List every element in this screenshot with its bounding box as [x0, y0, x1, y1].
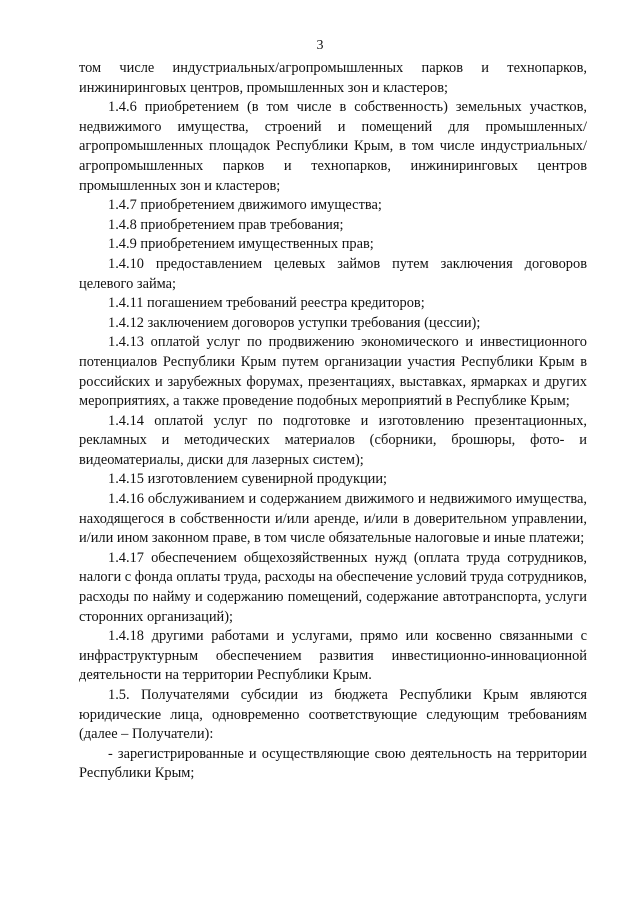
paragraph: 1.5. Получателями субсидии из бюджета Республики Крым являются юридические лица, одновременно соответствующие следующим требованиям (далее – Получатели): — [79, 687, 587, 743]
paragraph: 1.4.12 заключением договоров уступки требования (цессии); — [108, 314, 481, 331]
paragraph: - зарегистрированные и осуществляющие свою деятельность на территории Республики Крым; — [79, 745, 587, 782]
page-number: 3 — [316, 38, 324, 53]
paragraph: 1.4.16 обслуживанием и содержанием движимого и недвижимого имущества, находящегося в собственности и/или аренде, и/или в доверительном управлении, и/или ином законном праве, в том числе обязательные налоговые и иные платежи; — [79, 491, 587, 547]
paragraph: 1.4.17 обеспечением общехозяйственных нужд (оплата труда сотрудников, налоги с фонда оплаты труда, расходы на обеспечение условий труда сотрудников, расходы по найму и содержанию помещений, содержание автотранспорта, услуги сторонних организаций); — [79, 549, 587, 625]
paragraph: 1.4.11 погашением требований реестра кредиторов; — [108, 295, 425, 312]
paragraph: том числе индустриальных/агропромышленных парков и технопарков, инжиниринговых центров, промышленных зон и кластеров; — [79, 60, 587, 96]
paragraph: 1.4.7 приобретением движимого имущества; — [108, 197, 382, 214]
paragraph: 1.4.13 оплатой услуг по продвижению экономического и инвестиционного потенциалов Республики Крым путем организации участия Республики Крым в российских и зарубежных форумах, презентациях, выставках, ярмарках и других мероприятиях, а также проведение подобных мероприятий в Республике Крым; — [79, 334, 587, 410]
paragraph: 1.4.10 предоставлением целевых займов путем заключения договоров целевого займа; — [79, 255, 587, 292]
paragraph: 1.4.14 оплатой услуг по подготовке и изготовлению презентационных, рекламных и методических материалов (сборники, брошюры, фото- и видеоматериалы, диски для лазерных систем); — [79, 412, 587, 468]
paragraph: 1.4.8 приобретением прав требования; — [108, 216, 344, 233]
paragraph: 1.4.18 другими работами и услугами, прямо или косвенно связанными с инфраструктурным обеспечением развития инвестиционно-инновационной деятельности на территории Республики Крым. — [79, 628, 587, 684]
paragraph: 1.4.9 приобретением имущественных прав; — [108, 236, 374, 253]
paragraph: 1.4.15 изготовлением сувенирной продукции; — [108, 471, 388, 488]
paragraph: 1.4.6 приобретением (в том числе в собственность) земельных участков, недвижимого имущества, строений и помещений для промышленных/агропромышленных площадок Республики Крым, в том числе индустриальных/агропромышленных парков и технопарков, инжиниринговых центров промышленных зон и кластеров; — [79, 99, 587, 194]
document-body — [79, 59, 587, 784]
